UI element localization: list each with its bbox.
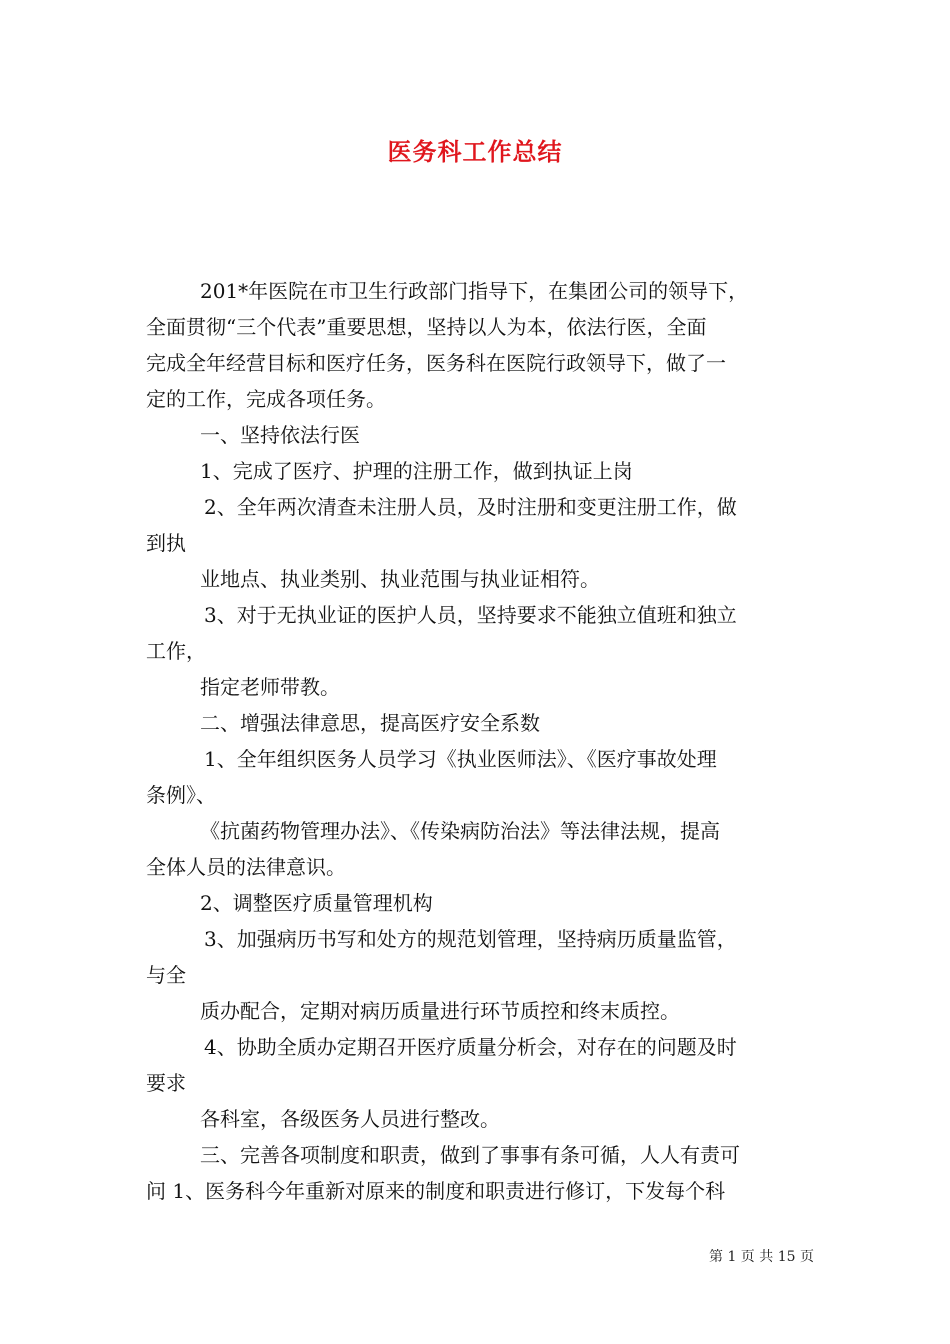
body-line: 《抗菌药物管理办法》、《传染病防治法》等法律法规，提高 [200,819,720,843]
body-line: 1、全年组织医务人员学习《执业医师法》、《医疗事故处理 [204,747,717,771]
body-line: 问 1、医务科今年重新对原来的制度和职责进行修订，下发每个科 [146,1179,726,1203]
body-line: 二、增强法律意思，提高医疗安全系数 [200,711,540,735]
body-line: 工作， [146,639,206,663]
body-line: 各科室，各级医务人员进行整改。 [200,1107,500,1131]
body-line: 2、调整医疗质量管理机构 [200,891,433,915]
body-line: 全体人员的法律意识。 [146,855,346,879]
body-line: 1、完成了医疗、护理的注册工作，做到执证上岗 [200,459,633,483]
body-line: 与全 [146,963,186,987]
body-line: 质办配合，定期对病历质量进行环节质控和终末质控。 [200,999,680,1023]
body-line: 3、加强病历书写和处方的规范划管理，坚持病历质量监管， [204,927,737,951]
document-body [146,273,826,1209]
body-line: 一、坚持依法行医 [200,423,360,447]
body-line: 三、完善各项制度和职责，做到了事事有条可循，人人有责可 [200,1143,740,1167]
body-line: 到执 [146,531,186,555]
body-line: 全面贯彻“三个代表”重要思想，坚持以人为本，依法行医，全面 [146,315,707,339]
document-title: 医务科工作总结 [387,137,563,166]
body-line: 定的工作，完成各项任务。 [146,387,386,411]
body-line: 指定老师带教。 [200,675,340,699]
body-line: 条例》、 [146,783,216,807]
body-line: 4、协助全质办定期召开医疗质量分析会，对存在的问题及时 [204,1035,737,1059]
body-line: 业地点、执业类别、执业范围与执业证相符。 [200,567,600,591]
page-footer: 第 1 页 共 15 页 [709,1249,814,1265]
body-line: 2、全年两次清查未注册人员，及时注册和变更注册工作，做 [204,495,737,519]
body-line: 201*年医院在市卫生行政部门指导下，在集团公司的领导下， [200,279,749,303]
body-line: 3、对于无执业证的医护人员，坚持要求不能独立值班和独立 [204,603,737,627]
body-line: 要求 [146,1071,186,1095]
body-line: 完成全年经营目标和医疗任务，医务科在医院行政领导下，做了一 [146,351,726,375]
